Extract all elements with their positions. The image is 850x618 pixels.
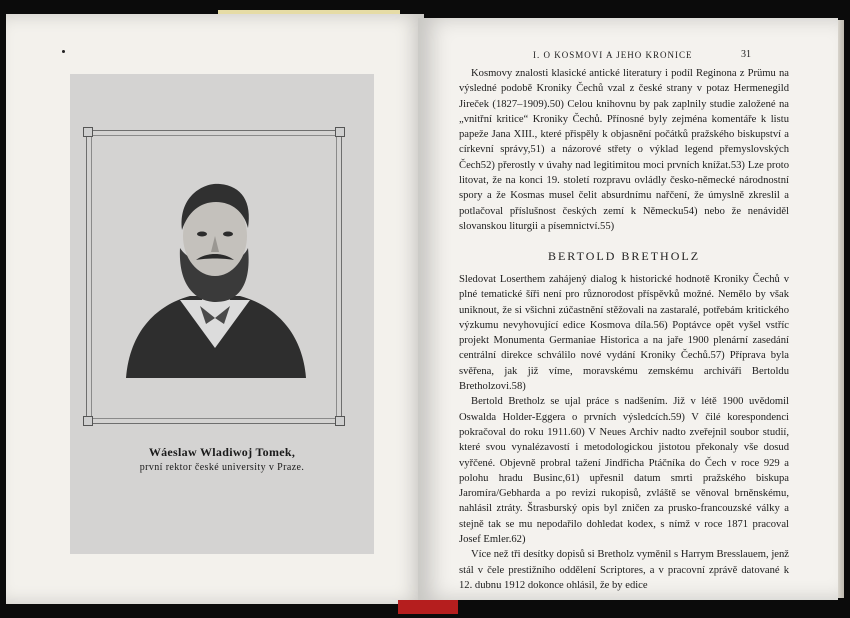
frame-corner-ornament	[83, 127, 93, 137]
page-edges	[838, 20, 844, 598]
body-text-top	[459, 66, 789, 234]
paragraph: Sledovat Loserthem zahájený dialog k historické hodnotě Kroniky Čechů v plné tematické šíři není pro různorodost příspěvků možné. Nemělo by však uniknout, že si všichni zúčastnění stěžovali na zastaralé, potřebám kritického výzkumu nevyhovující edice Kosmova díla.56) Poptávce opět vyšel vstříc projekt Monumenta Germaniae Historica a na jaře 1900 plenární zasedání centrální direkce schválilo nové vydání Kroniky Čechů.57) Příprava byla svěřena, jak již víme, moravskému zemskému archiváři Bertoldu Bretholzovi.58)	[459, 274, 789, 393]
section-heading: BERTOLD BRETHOLZ	[547, 249, 701, 263]
frame-corner-ornament	[335, 127, 345, 137]
bookmark-ribbon	[398, 600, 458, 614]
portrait-caption-name: Wáeslaw Wladiwoj Tomek,	[148, 445, 296, 459]
body-text-bottom	[459, 272, 789, 593]
paragraph: Více než tři desítky dopisů si Bretholz vyměnil s Harrym Bresslauem, jenž stál v čele prestižního oddělení Scriptores, a v pracovní zprávě datované k 12. dubnu 1912 dokonce ohlásil, že by edice	[459, 549, 789, 591]
frame-corner-ornament	[335, 416, 345, 426]
frame-corner-ornament	[83, 416, 93, 426]
portrait-caption-role: první rektor české university v Praze.	[139, 462, 305, 473]
portrait-engraving	[120, 178, 310, 386]
page-speck	[62, 50, 65, 53]
running-head: I. O KOSMOVI A JEHO KRONICE	[533, 50, 693, 60]
page-number: 31	[741, 49, 751, 60]
paragraph: Kosmovy znalosti klasické antické literatury i podíl Reginona z Prümu na výsledné podobě Kroniky Čechů vzal z české strany v potaz Hermenegild Jireček (1827–1909).50) Celou knihovnu by pak zaplnily studie založené na „vnitřní kritice“ Kroniky Čechů. Přínosné byly zejména komentáře k listu papeže Jana XIII., které přispěly k objasnění počátků pražského biskupství a církevní správy,51) a názorové střety o výklad legend přemyslovských Čech52) přerostly v úvahy nad legitimitou moci prvních knížat.53) Lze proto litovat, že na konci 19. století rozpravu ovládly česko-německé národnostní spory a že Kosmas musel čelit absurdnímu nařčení, že úmyslně zkreslil a potlačoval příslušnost českých zemí k Německu54) nebo že nenáviděl slovanskou liturgii a písemnictví.55)	[459, 68, 789, 232]
paragraph: Bertold Bretholz se ujal práce s nadšením. Již v létě 1900 uvědomil Oswalda Holder-Eggera o prvních výsledcích.59) V čilé korespondenci pokračoval do roku 1911.60) V Neues Archiv nadto zveřejnil soubor studií, které svou vynalézavostí i metodologickou jistotou překonaly vše dosud vyřčené. Objevně probral tažení Jindřicha Ptáčníka do Čech v roce 929 a polohu hradu Businc,61) upřesnil datum smrti pražského biskupa Jaromíra/Gebharda a po revizi rukopisů, zvláště se věnoval brněnskému, nahlásil ztráty. Štrasburský opis byl zničen za prusko-francouzské války a stejně tak se mu nepodařilo dohledat kodex, s nímž v roce 1871 pracoval Josef Emler.62)	[459, 396, 789, 546]
